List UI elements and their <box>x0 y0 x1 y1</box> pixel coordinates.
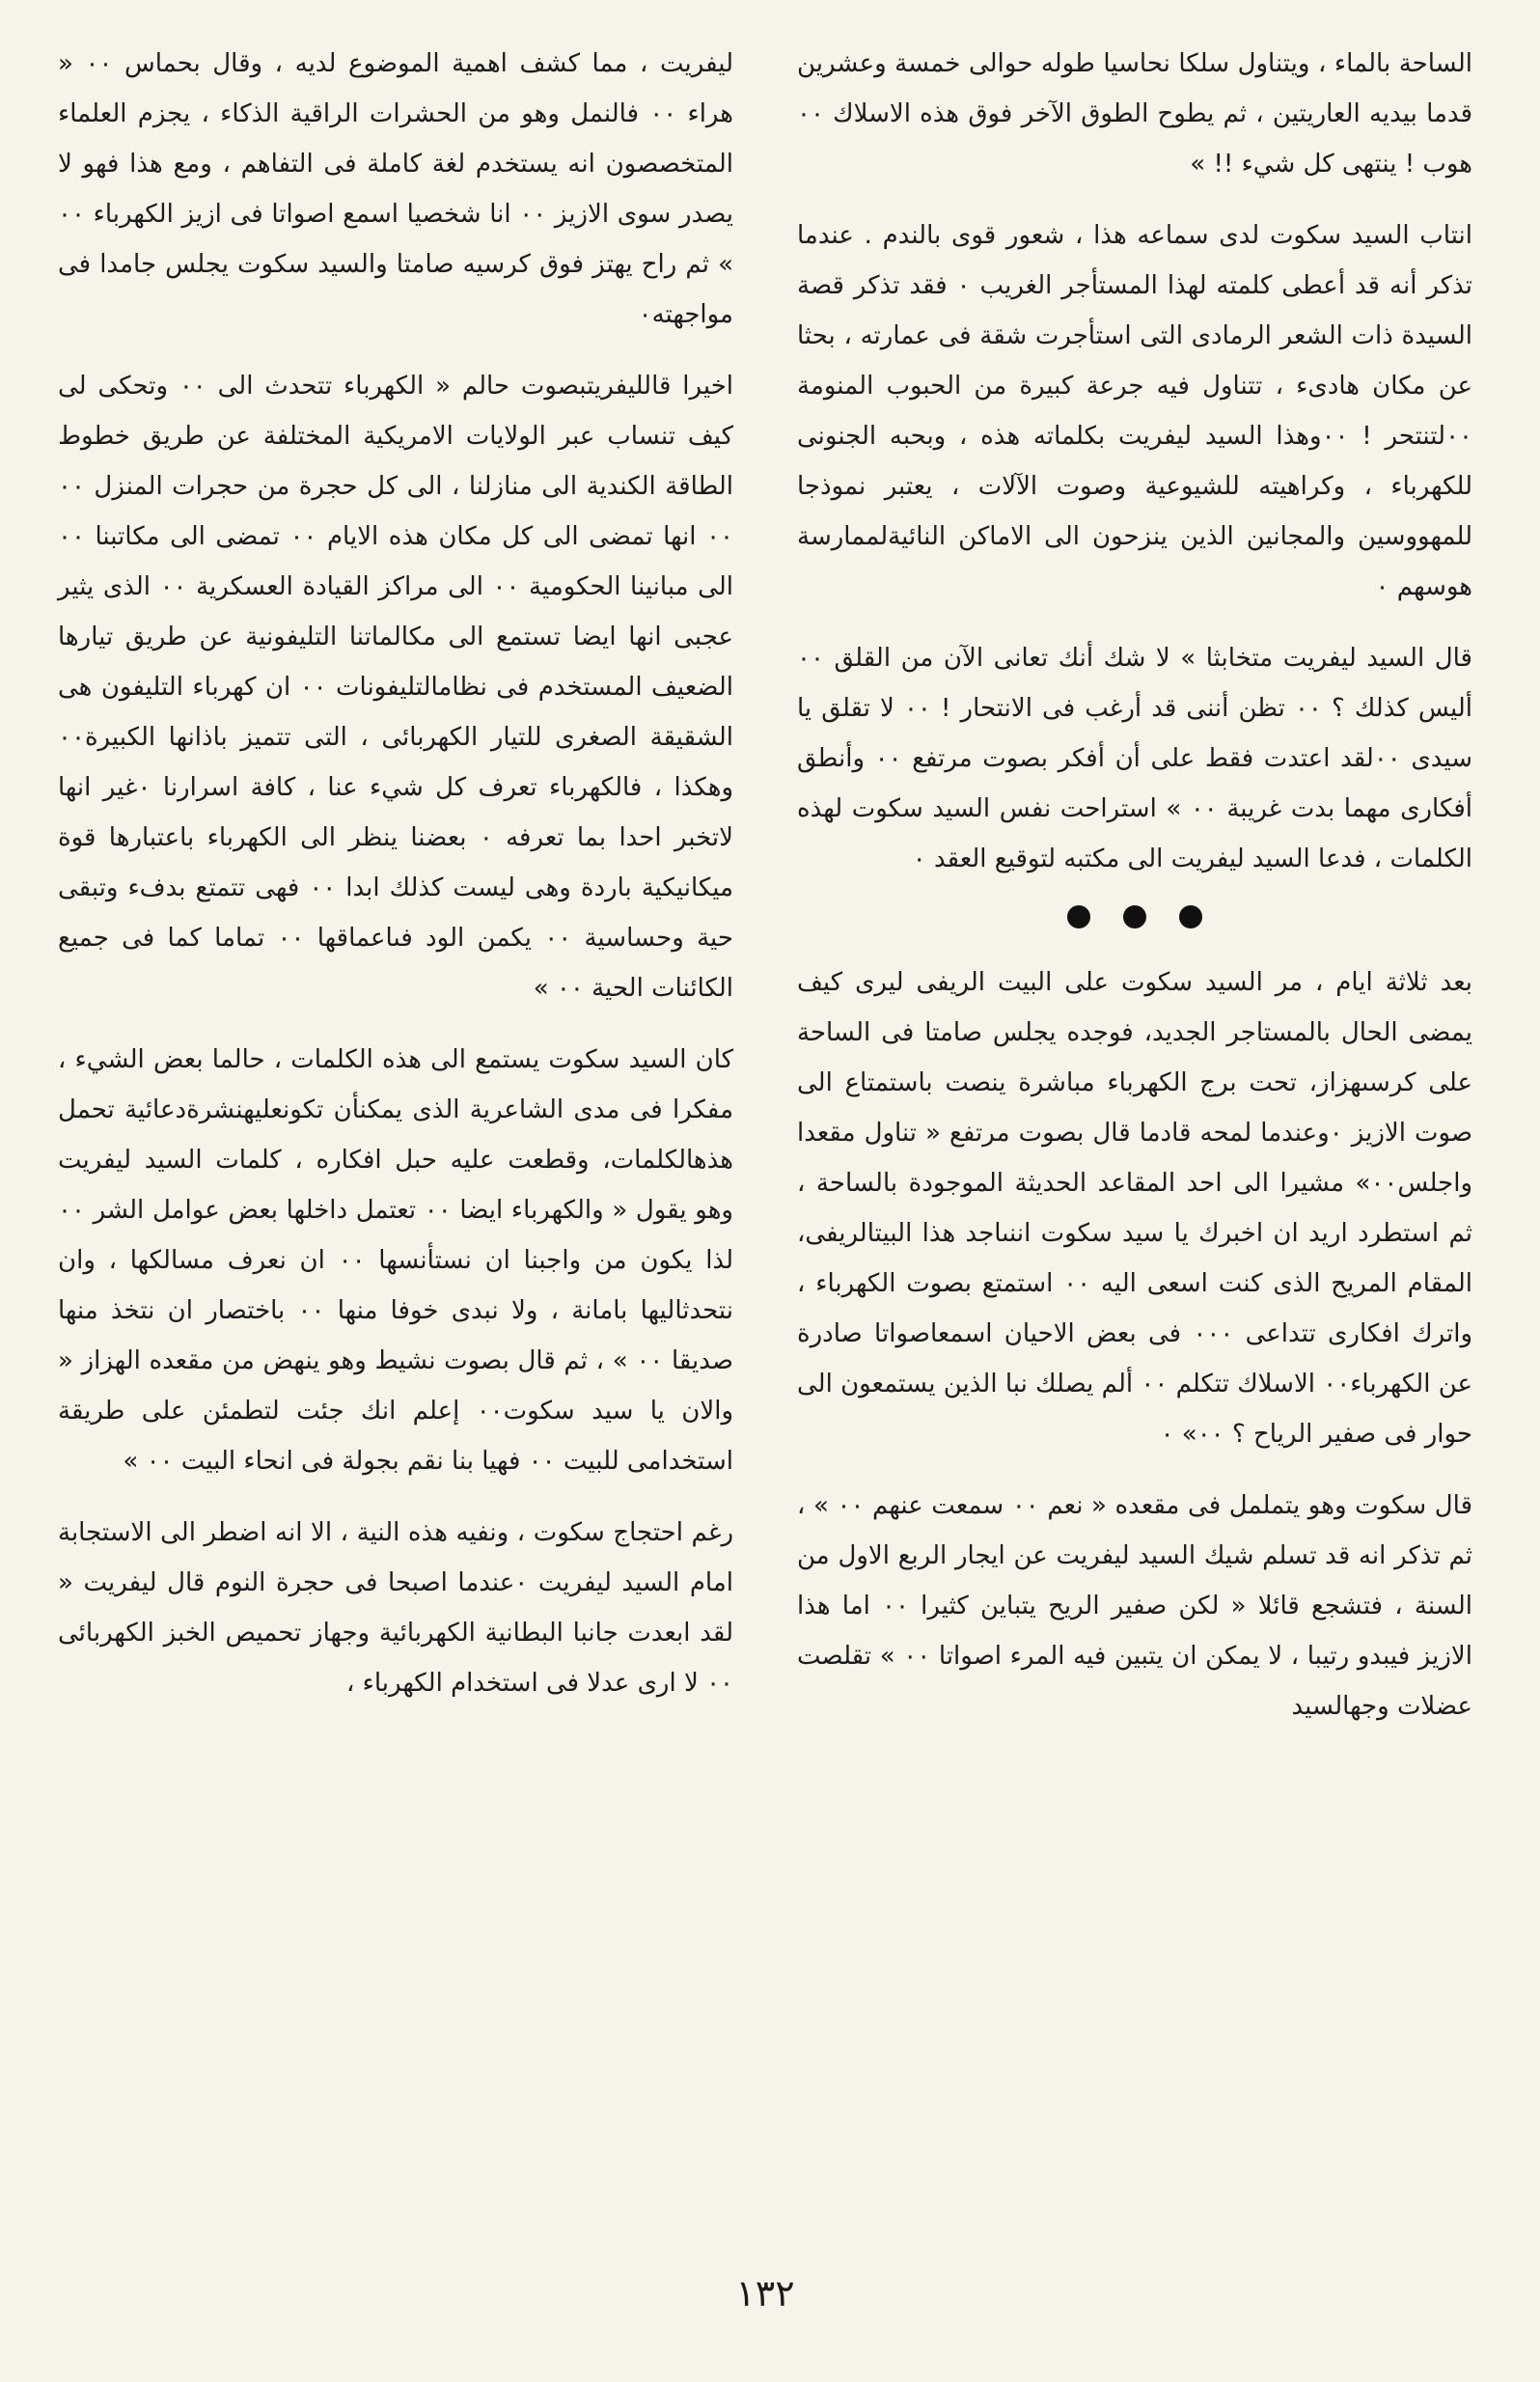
right-column <box>797 39 1472 1745</box>
paragraph: انتاب السيد سكوت لدى سماعه هذا ، شعور قوى بالندم . عندما تذكر أنه قد أعطى كلمته لهذا المستأجر الغريب ٠ فقد تذكر قصة السيدة ذات الشعر الرمادى التى استأجرت شقة فى عمارته ، بحثا عن مكان هادىء ، تتناول فيه جرعة كبيرة من الحبوب المنومة ٠٠لتنتحر ! ٠٠وهذا السيد ليفريت بكلماته هذه ، وبحبه الجنونى للكهرباء ، وكراهيته للشيوعية وصوت الآلات ، يعتبر نموذجا للمهووسين والمجانين الذين ينزحون الى الاماكن النائيةلممارسة هوسهم ٠ <box>797 221 1473 601</box>
separator-dot <box>1123 905 1146 928</box>
section-separator <box>797 898 1472 936</box>
separator-dot <box>1179 905 1202 928</box>
left-column <box>58 39 733 1722</box>
paragraph: اخيرا قالليفريتبصوت حالم « الكهرباء تتحدث الى ٠٠ وتحكى لى كيف تنساب عبر الولايات الامريكية المختلفة عن طريق خطوط الطاقة الكندية الى منازلنا ، الى كل حجرة من حجرات المنزل ٠٠ ٠٠ انها تمضى الى كل مكان هذه الايام ٠٠ تمضى الى مكاتبنا ٠٠ الى مبانينا الحكومية ٠٠ الى مراكز القيادة العسكرية ٠٠ الذى يثير عجبى انها ايضا تستمع الى مكالماتنا التليفونية عن طريق تيارها الضعيف المستخدم فى نظامالتليفونات ٠٠ ان كهرباء التليفون هى الشقيقة الصغرى للتيار الكهربائى ، التى تتميز باذانها الكبيرة٠٠ وهكذا ، فالكهرباء تعرف كل شيء عنا ، كافة اسرارنا ٠غير انها لاتخبر احدا بما تعرفه ٠ بعضنا ينظر الى الكهرباء باعتبارها قوة ميكانيكية باردة وهى ليست كذلك ابدا ٠٠ فهى تتمتع بدفء وتبقى حية وحساسية ٠٠ يكمن الود فىاعماقها ٠٠ تماما كما فى جميع الكائنات الحية ٠٠ » <box>58 372 734 1003</box>
paragraph: رغم احتجاج سكوت ، ونفيه هذه النية ، الا انه اضطر الى الاستجابة امام السيد ليفريت ٠عندما اصبحا فى حجرة النوم قال ليفريت « لقد ابعدت جانبا البطانية الكهربائية وجهاز تحميص الخبز الكهربائى ٠٠ لا ارى عدلا فى استخدام الكهرباء ، <box>58 1518 733 1698</box>
paragraph: ليفريت ، مما كشف اهمية الموضوع لديه ، وقال بحماس ٠٠ « هراء ٠٠ فالنمل وهو من الحشرات الراقية الذكاء ، يجزم العلماء المتخصصون انه يستخدم لغة كاملة فى التفاهم ، ومع هذا فهو لا يصدر سوى الازيز ٠٠ انا شخصيا اسمع اصواتا فى ازيز الكهرباء ٠٠ » ثم راح يهتز فوق كرسيه صامتا والسيد سكوت يجلس جامدا فى مواجهته٠ <box>58 49 733 329</box>
paragraph: قال السيد ليفريت متخابثا » لا شك أنك تعانى الآن من القلق ٠٠ أليس كذلك ؟ ٠٠ تظن أننى قد أرغب فى الانتحار ! ٠٠ لا تقلق يا سيدى ٠٠لقد اعتدت فقط على أن أفكر بصوت مرتفع ٠٠ وأنطق أفكارى مهما بدت غريبة ٠٠ » استراحت نفس السيد سكوت لهذه الكلمات ، فدعا السيد ليفريت الى مكتبه لتوقيع العقد ٠ <box>797 644 1472 873</box>
magazine-page <box>58 39 1472 2336</box>
paragraph: بعد ثلاثة ايام ، مر السيد سكوت على البيت الريفى ليرى كيف يمضى الحال بالمستاجر الجديد، فوجده يجلس صامتا فى الساحة على كرسىهزاز، تحت برج الكهرباء مباشرة ينصت باستمتاع الى صوت الازيز ٠وعندما لمحه قادما قال بصوت مرتفع « تناول مقعدا واجلس٠٠» مشيرا الى احد المقاعد الحديثة الموجودة بالساحة ، ثم استطرد اريد ان اخبرك يا سيد سكوت اننىاجد هذا البيتالريفى، المقام المريح الذى كنت اسعى اليه ٠٠ استمتع بصوت الكهرباء ، واترك افكارى تتداعى ٠٠٠ فى بعض الاحيان اسمعاصواتا صادرة عن الكهرباء٠٠ الاسلاك تتكلم ٠٠ ألم يصلك نبا الذين يستمعون الى حوار فى صفير الرياح ؟ ٠٠» ٠ <box>797 968 1472 1449</box>
paragraph: قال سكوت وهو يتململ فى مقعده « نعم ٠٠ سمعت عنهم ٠٠ » ، ثم تذكر انه قد تسلم شيك السيد ليفريت عن ايجار الربع الاول من السنة ، فتشجع قائلا « لكن صفير الريح يتباين كثيرا ٠٠ اما هذا الازيز فيبدو رتيبا ، لا يمكن ان يتبين فيه المرء اصواتا ٠٠ » تقلصت عضلات وجهالسيد <box>797 1491 1473 1721</box>
paragraph: الساحة بالماء ، ويتناول سلكا نحاسيا طوله حوالى خمسة وعشرين قدما بيديه العاريتين ، ثم يطوح الطوق الآخر فوق هذه الاسلاك ٠٠ هوب ! ينتهى كل شيء !! » <box>797 49 1472 179</box>
paragraph: كان السيد سكوت يستمع الى هذه الكلمات ، حالما بعض الشيء ، مفكرا فى مدى الشاعرية الذى يمكنأن تكونعليهنشرةدعائية تحمل هذهالكلمات، وقطعت عليه حبل افكاره ، كلمات السيد ليفريت وهو يقول « والكهرباء ايضا ٠٠ تعتمل داخلها بعض عوامل الشر ٠٠ لذا يكون من واجبنا ان نستأنسها ٠٠ ان نعرف مسالكها ، وان نتحدثاليها بامانة ، ولا نبدى خوفا منها ٠٠ باختصار ان نتخذ منها صديقا ٠٠ » ، ثم قال بصوت نشيط وهو ينهض من مقعده الهزاز « والان يا سيد سكوت٠٠ إعلم انك جئت لتطمئن على طريقة استخدامى للبيت ٠٠ فهيا بنا نقم بجولة فى انحاء البيت ٠٠ » <box>58 1045 734 1476</box>
separator-dot <box>1067 905 1090 928</box>
page-number: ١٣٢ <box>735 2272 795 2314</box>
